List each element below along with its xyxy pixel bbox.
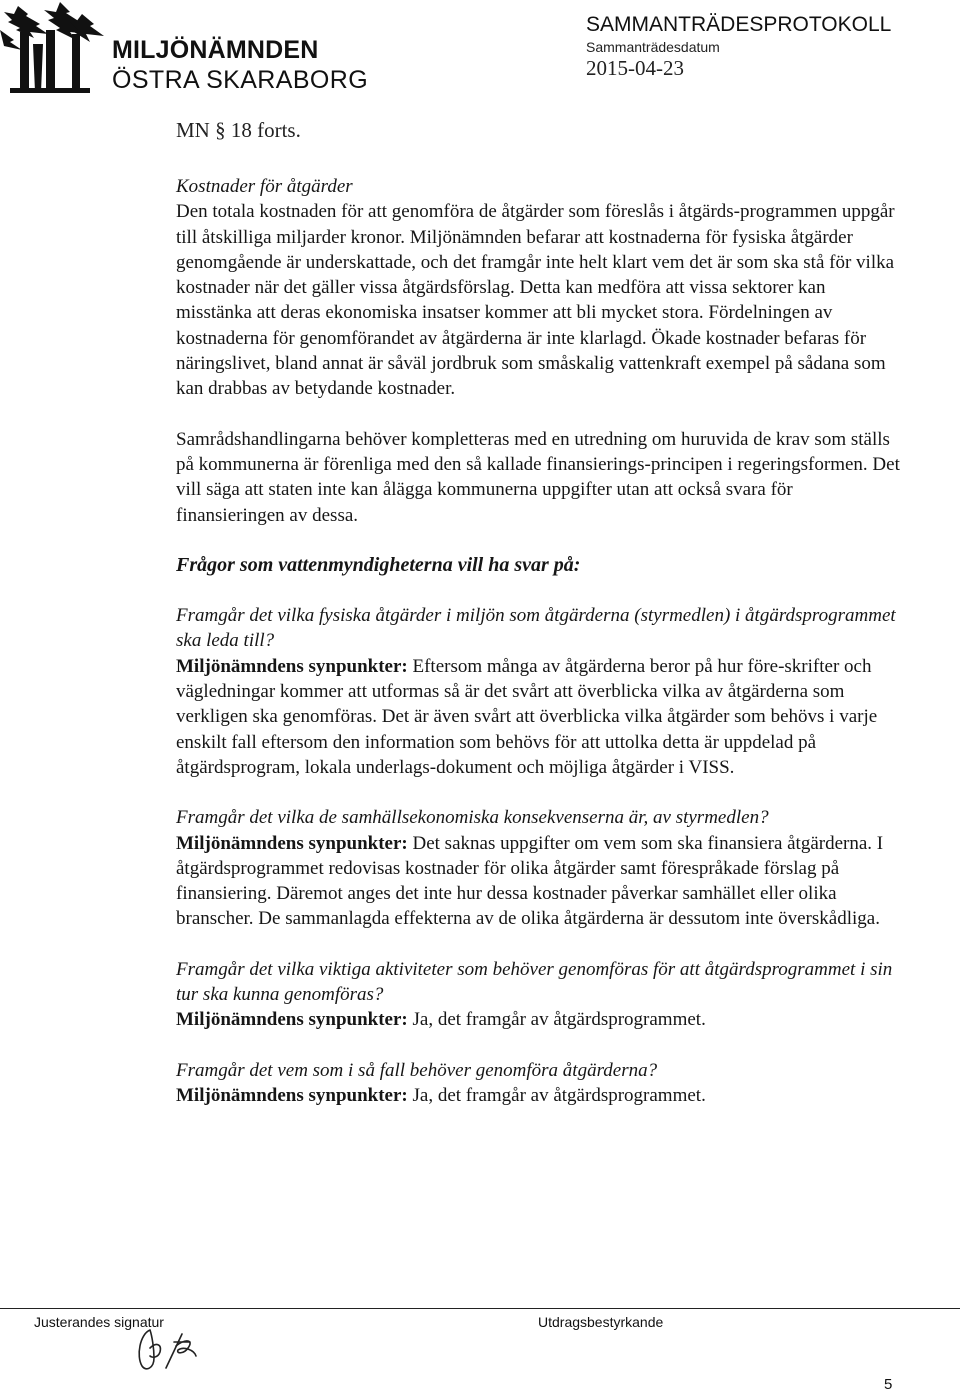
- section-reference: MN § 18 forts.: [176, 118, 301, 142]
- qa-item: [176, 805, 906, 931]
- question-text: Framgår det vilka de samhällsekonomiska konsekvenserna är, av styrmedlen?: [176, 807, 769, 829]
- trees-logo-icon: [0, 0, 112, 96]
- qa-item: [176, 957, 906, 1033]
- document-body: [176, 174, 906, 1108]
- certified-label: Utdragsbestyrkande: [538, 1314, 664, 1330]
- qa-item: [176, 603, 906, 780]
- answer-body: Det saknas uppgifter om vem som ska finansiera åtgärderna. I åtgärdsprogrammet redovisas kostnader för olika åtgärder samt förespråkade förslag på finansiering. Däremot anges det inte hur dessa kostnader påverkar samhället eller olika branscher. De sammanlagda effekterna av de olika åtgärderna är dessutom inte överskådliga.: [176, 832, 884, 930]
- answer-text: [176, 1007, 906, 1032]
- answer-body: Eftersom många av åtgärderna beror på hur före-skrifter och vägledningar kommer att utformas så är det svårt att överblicka vilka av åtgärderna som verkligen ska genomföras. Det är även svårt att överblicka vilka åtgärder som behövs i varje enskilt fall eftersom den information som behövs för att uttolka detta är uppdelad på åtgärdsprogram, lokala underlags-dokument och möjliga åtgärder i VISS.: [176, 655, 878, 778]
- question-text: Framgår det vem som i så fall behöver genomföra åtgärderna?: [176, 1059, 658, 1081]
- answer-text: [176, 831, 906, 932]
- signature-label: Justerandes signatur: [34, 1314, 164, 1330]
- cost-heading: Kostnader för åtgärder: [176, 176, 353, 197]
- org-name-line1: MILJÖNÄMNDEN: [112, 36, 319, 64]
- answer-text: [176, 1083, 906, 1108]
- org-name-line2: ÖSTRA SKARABORG: [112, 66, 369, 94]
- qa-item: [176, 1058, 906, 1109]
- meeting-date-label: Sammanträdesdatum: [586, 39, 720, 55]
- cost-paragraph: Den totala kostnaden för att genomföra de åtgärder som föreslås i åtgärds-programmen uppgår till åtskilliga miljarder kronor. Miljönämnden befarar att kostnaderna för fysiska åtgärder genomgående är underskattade, och det framgår inte helt klart vem det är som ska stå för vilka kostnader när det gäller vissa åtgärdsförslag. Detta kan medföra att vissa sektorer kan misstänka att deras ekonomiska insatser kommer att bli mycket stora. Fördelningen av kostnaderna för genomförandet av åtgärderna är inte klarlagd. Ökade kostnader befaras för näringslivet, bland annat är såväl jordbruk som småskalig vattenkraft exempel på sådana som kan drabbas av betydande kostnader.: [176, 201, 895, 400]
- response-label: Miljönämndens synpunkter:: [176, 1009, 408, 1031]
- answer-text: [176, 654, 906, 780]
- footer-divider: [0, 1308, 960, 1309]
- answer-body: Ja, det framgår av åtgärdsprogrammet.: [412, 1009, 706, 1031]
- question-text: Framgår det vilka fysiska åtgärder i miljön som åtgärderna (styrmedlen) i åtgärdsprogrammet ska leda till?: [176, 605, 896, 652]
- page-number: 5: [884, 1376, 893, 1393]
- meeting-date: 2015-04-23: [586, 56, 684, 80]
- questions-heading: Frågor som vattenmyndigheterna vill ha svar på:: [176, 553, 581, 576]
- consultation-paragraph: Samrådshandlingarna behöver kompletteras med en utredning om huruvida de krav som ställs på kommunerna är förenliga med den så kallade finansierings-principen i regeringsformen. Det vill säga att staten inte kan ålägga kommunerna uppgifter utan att också svara för finansieringen av dessa.: [176, 428, 900, 526]
- answer-body: Ja, det framgår av åtgärdsprogrammet.: [412, 1084, 706, 1106]
- response-label: Miljönämndens synpunkter:: [176, 655, 408, 677]
- handwritten-initials-icon: [128, 1312, 208, 1382]
- response-label: Miljönämndens synpunkter:: [176, 1084, 408, 1106]
- response-label: Miljönämndens synpunkter:: [176, 832, 408, 854]
- question-text: Framgår det vilka viktiga aktiviteter som behöver genomföras för att åtgärdsprogrammet i sin tur ska kunna genomföras?: [176, 958, 893, 1006]
- document-type: SAMMANTRÄDESPROTOKOLL: [586, 13, 892, 36]
